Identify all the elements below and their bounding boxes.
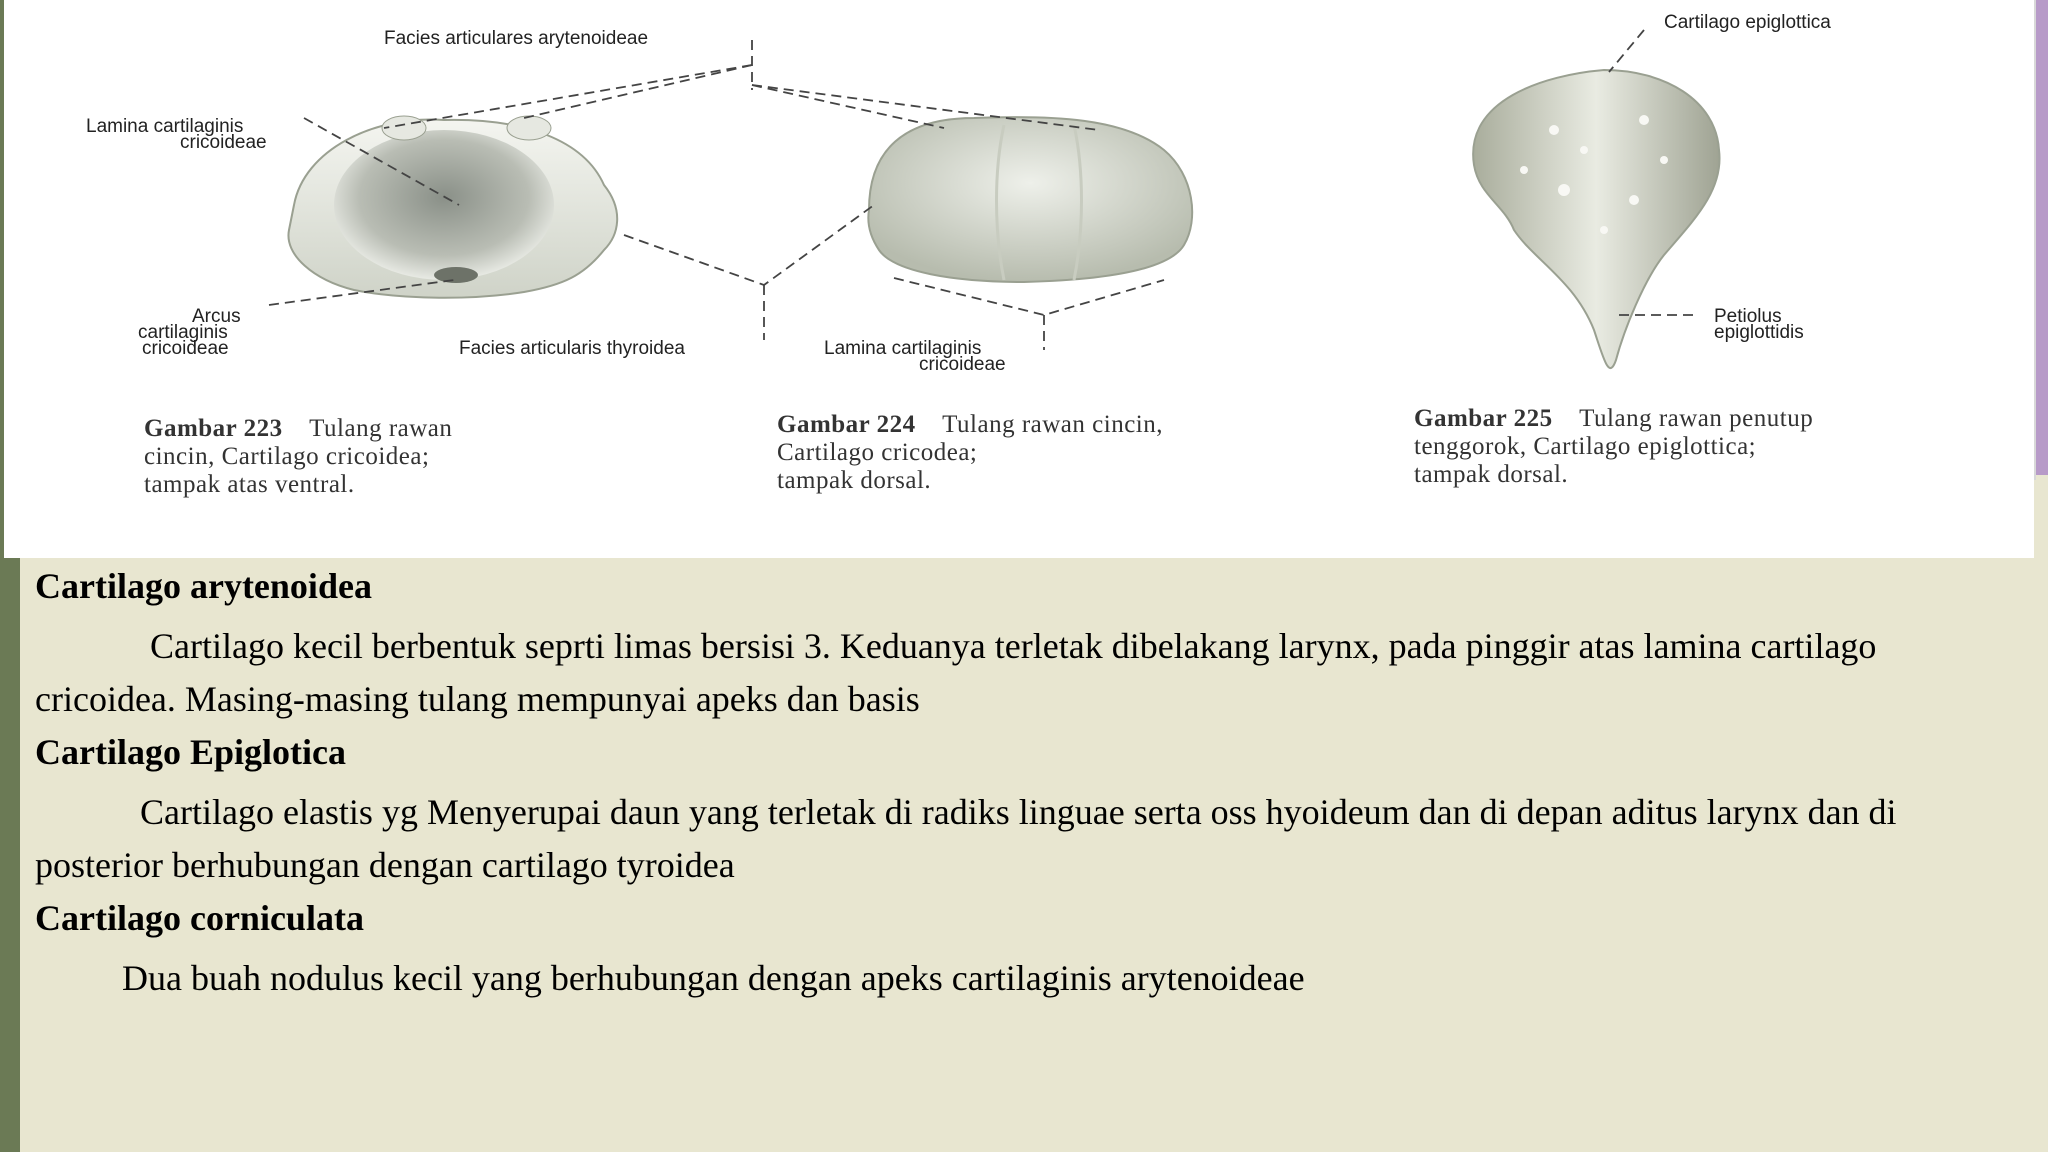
label-arcus-1: Arcus	[192, 306, 241, 327]
caption-223-line3: tampak atas ventral.	[144, 471, 355, 498]
label-lamina-cricoideae-2: cricoideae	[180, 132, 267, 153]
caption-figure-223	[144, 415, 452, 499]
cricoid-ventral-illustration	[288, 116, 617, 298]
paragraph-corniculata: Dua buah nodulus kecil yang berhubungan dengan apeks cartilaginis arytenoideae	[122, 958, 1305, 998]
caption-224-line1: Tulang rawan cincin,	[942, 411, 1163, 438]
heading-cartilago-arytenoidea: Cartilago arytenoidea	[35, 566, 372, 606]
cricoid-dorsal-illustration	[868, 117, 1192, 282]
label-petiolus-1: Petiolus	[1714, 306, 1782, 327]
label-cartilago-epiglottica: Cartilago epiglottica	[1664, 12, 1831, 33]
label-lamina-dorsal-2: cricoideae	[919, 354, 1006, 375]
label-petiolus-2: epiglottidis	[1714, 322, 1804, 343]
epiglotica-text-1: Cartilago elastis yg Menyerupai daun yang terletak di radiks linguae serta oss hyoideum dan di depan aditus larynx dan di	[140, 792, 1897, 832]
caption-figure-225	[1414, 405, 1813, 489]
heading-cartilago-corniculata: Cartilago corniculata	[35, 898, 364, 938]
caption-223-line2: cincin, Cartilago cricoidea;	[144, 443, 430, 470]
caption-224-line3: tampak dorsal.	[777, 467, 932, 494]
epiglottis-illustration	[1473, 70, 1719, 368]
anatomy-figure-panel	[4, 0, 2034, 558]
caption-224-title: Gambar 224	[777, 411, 916, 438]
paragraph-epiglotica-line2: posterior berhubungan dengan cartilago tyroidea	[35, 845, 735, 885]
label-arcus-2: cartilaginis	[138, 322, 228, 343]
arytenoidea-text-1: Cartilago kecil berbentuk seprti limas bersisi 3. Keduanya terletak dibelakang larynx, pada pinggir atas lamina cartilago	[150, 626, 1877, 666]
label-lamina-dorsal-1: Lamina cartilaginis	[824, 338, 982, 359]
caption-225-line3: tampak dorsal.	[1414, 461, 1569, 488]
caption-223-line1: Tulang rawan	[309, 415, 453, 442]
paragraph-arytenoidea-line2: cricoidea. Masing-masing tulang mempunyai apeks dan basis	[35, 679, 920, 719]
caption-figure-224	[777, 411, 1163, 495]
body-text	[35, 560, 2025, 1013]
caption-225-title: Gambar 225	[1414, 405, 1553, 432]
label-facies-thyroidea: Facies articularis thyroidea	[459, 338, 685, 359]
caption-225-line2: tenggorok, Cartilago epiglottica;	[1414, 433, 1757, 460]
label-arcus-3: cricoideae	[142, 338, 229, 359]
label-lamina-cricoideae-1: Lamina cartilaginis	[86, 116, 244, 137]
caption-224-line2: Cartilago cricodea;	[777, 439, 978, 466]
heading-cartilago-epiglotica: Cartilago Epiglotica	[35, 732, 346, 772]
label-facies-arytenoideae: Facies articulares arytenoideae	[384, 28, 649, 49]
caption-225-line1: Tulang rawan penutup	[1579, 405, 1814, 432]
right-accent-bar	[2036, 0, 2048, 475]
caption-223-title: Gambar 223	[144, 415, 283, 442]
